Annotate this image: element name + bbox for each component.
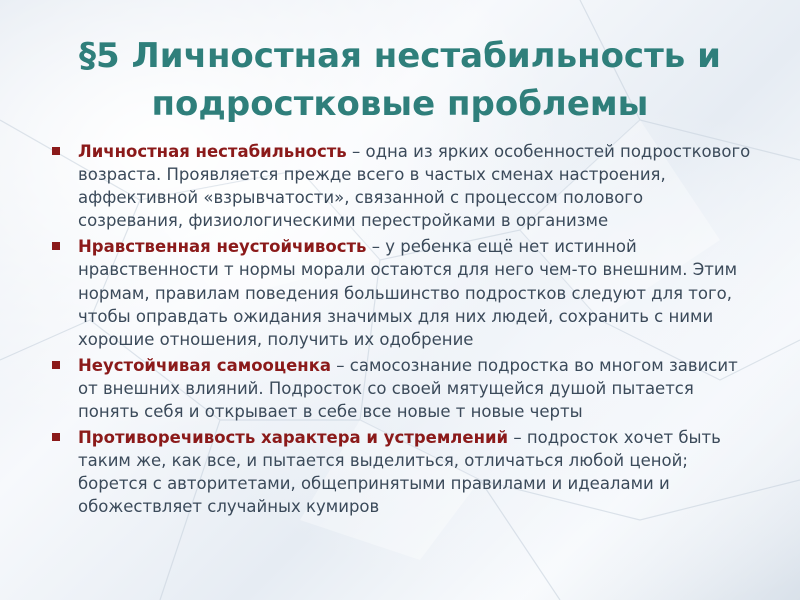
item-description: самосознание подростка во многом зависит от внешних влияний. Подросток со своей мятущейся душой пытается понять себя и открывает в себе все новые т новые черты bbox=[78, 355, 738, 422]
slide-title: §5 Личностная нестабильность и подростковые проблемы bbox=[79, 36, 721, 124]
square-bullet-icon bbox=[52, 147, 60, 155]
item-description: подросток хочет быть таким же, как все, и пытается выделиться, отличаться любой ценой; борется с авторитетами, общепринятыми правилами и идеалами и обожествляет случайных кумиров bbox=[78, 428, 721, 517]
item-term: Неустойчивая самооценка bbox=[78, 355, 332, 375]
list-item bbox=[52, 354, 752, 423]
list-item bbox=[52, 140, 752, 232]
item-dash: – bbox=[508, 428, 527, 448]
item-term: Нравственная неустойчивость bbox=[78, 237, 367, 257]
list-item bbox=[52, 235, 752, 350]
item-dash: – bbox=[366, 237, 386, 257]
square-bullet-icon bbox=[52, 433, 60, 441]
item-dash: – bbox=[346, 142, 366, 161]
item-term: Личностная нестабильность bbox=[78, 142, 347, 161]
list-item bbox=[52, 426, 752, 518]
item-dash: – bbox=[331, 355, 350, 375]
square-bullet-icon bbox=[52, 242, 60, 250]
item-term: Противоречивость характера и устремлений bbox=[78, 428, 509, 448]
square-bullet-icon bbox=[52, 361, 60, 369]
definition-list bbox=[52, 140, 752, 522]
item-description: одна из ярких особенностей подросткового возраста. Проявляется прежде всего в частых сменах настроения, аффективной «взрывчатости», связанной с процессом полового созревания, физиологическими перестройками в организме bbox=[78, 142, 751, 231]
item-description: у ребенка ещё нет истинной нравственности т нормы морали остаются для него чем-то внешним. Этим нормам, правилам поведения большинство подростков следуют для того, чтобы оправдать ожидания значимых для них людей, сохранить с ними хорошие отношения, получить их одобрение bbox=[78, 237, 738, 349]
